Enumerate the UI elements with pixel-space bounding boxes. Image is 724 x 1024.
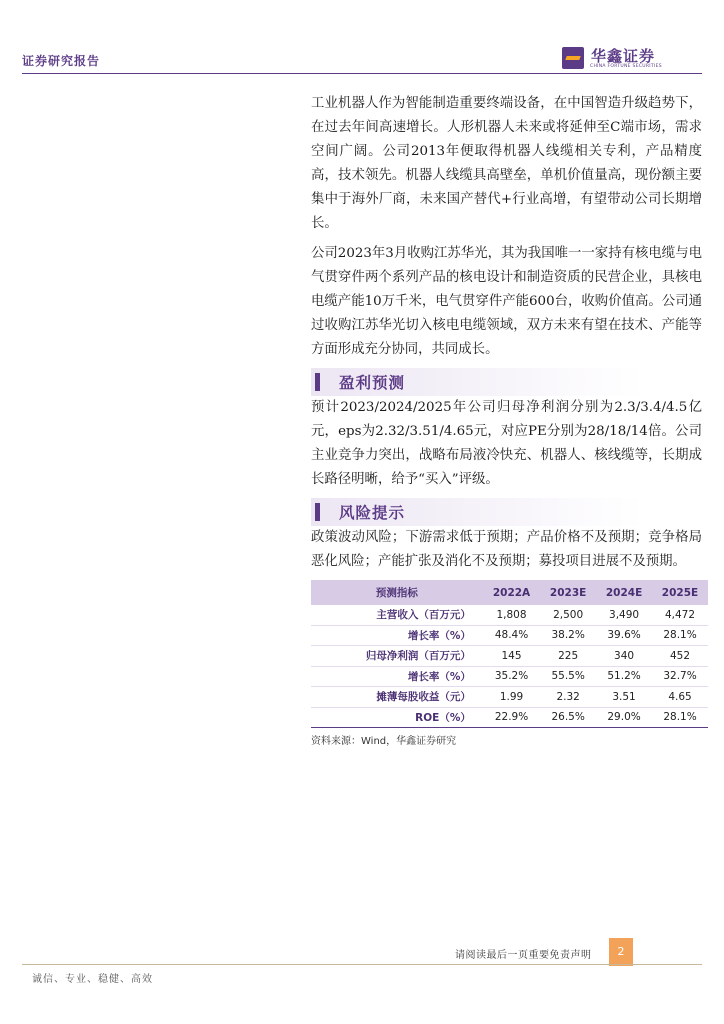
section-bar-icon (315, 373, 320, 391)
table-cell: 48.4% (483, 625, 540, 646)
table-row (311, 646, 708, 667)
section-bar-icon (315, 503, 320, 521)
table-cell: 35.2% (483, 666, 540, 687)
row-label: 增长率（%） (311, 666, 483, 687)
paragraph-acquisition: 公司2023年3月收购江苏华光，其为我国唯一一家持有核电缆与电气贯穿件两个系列产品的核电设计和制造资质的民营企业，具核电电缆产能10万千米，电气贯穿件产能600台，收购价值高。公司通过收购江苏华光切入核电电缆领域，双方未来有望在技术、产能等方面形成充分协同，共同成长。 (311, 246, 702, 357)
table-cell: 1.99 (483, 687, 540, 708)
row-label: 主营收入（百万元） (311, 605, 483, 625)
paragraph-risk: 政策波动风险；下游需求低于预期；产品价格不及预期；竞争格局恶化风险；产能扩张及消化不及预期；募投项目进展不及预期。 (311, 530, 702, 569)
table-row (311, 666, 708, 687)
table-cell: 452 (652, 646, 708, 667)
table-cell: 26.5% (540, 707, 596, 728)
table-header-cell: 2022A (483, 580, 540, 605)
main-content (311, 92, 702, 747)
table-row (311, 605, 708, 625)
table-cell: 145 (483, 646, 540, 667)
table-cell: 38.2% (540, 625, 596, 646)
row-label: 增长率（%） (311, 625, 483, 646)
table-row (311, 625, 708, 646)
table-cell: 51.2% (596, 666, 652, 687)
table-cell: 3,490 (596, 605, 652, 625)
table-cell: 2,500 (540, 605, 596, 625)
company-logo (562, 45, 702, 73)
table-cell: 4,472 (652, 605, 708, 625)
paragraph-profit-forecast: 预计2023/2024/2025年公司归母净利润分别为2.3/3.4/4.5亿元，eps为2.32/3.51/4.65元，对应PE分别为28/18/14倍。公司主业竞争力突出，战略布局液冷快充、机器人、核线缆等，长期成长路径明晰，给予“买入”评级。 (311, 400, 702, 487)
section-header-risk (311, 498, 702, 526)
table-cell: 1,808 (483, 605, 540, 625)
table-cell: 32.7% (652, 666, 708, 687)
table-header-cell: 2023E (540, 580, 596, 605)
logo-mark-icon (562, 47, 584, 69)
section-header-profit (311, 368, 702, 396)
table-cell: 225 (540, 646, 596, 667)
table-cell: 2.32 (540, 687, 596, 708)
table-source-note: 资料来源：Wind，华鑫证券研究 (311, 736, 457, 747)
table-header-cell: 2024E (596, 580, 652, 605)
table-row (311, 687, 708, 708)
row-label: 归母净利润（百万元） (311, 646, 483, 667)
table-cell: 340 (596, 646, 652, 667)
section-title-risk: 风险提示 (339, 504, 406, 522)
table-cell: 28.1% (652, 707, 708, 728)
page-number: 2 (609, 938, 633, 966)
table-row (311, 707, 708, 728)
footer-divider (22, 964, 702, 965)
table-cell: 3.51 (596, 687, 652, 708)
table-cell: 28.1% (652, 625, 708, 646)
company-motto: 诚信、专业、稳健、高效 (32, 974, 153, 985)
report-type-title: 证券研究报告 (22, 54, 101, 68)
row-label: 摊薄每股收益（元） (311, 687, 483, 708)
table-header-cell: 预测指标 (311, 580, 483, 605)
logo-english-name: CHINA FORTUNE SECURITIES (590, 64, 662, 69)
row-label: ROE（%） (311, 707, 483, 728)
section-title-profit: 盈利预测 (339, 374, 406, 392)
table-cell: 39.6% (596, 625, 652, 646)
paragraph-robot-cable: 工业机器人作为智能制造重要终端设备，在中国智造升级趋势下，在过去年间高速增长。人形机器人未来或将延伸至C端市场，需求空间广阔。公司2013年便取得机器人线缆相关专利，产品精度高，技术领先。机器人线缆具高壁垒，单机价值量高，现份额主要集中于海外厂商，未来国产替代+行业高增，有望带动公司长期增长。 (311, 96, 702, 231)
table-header-cell: 2025E (652, 580, 708, 605)
table-header-row (311, 580, 708, 605)
table-cell: 55.5% (540, 666, 596, 687)
table-cell: 22.9% (483, 707, 540, 728)
header-divider (22, 73, 702, 74)
logo-name: 华鑫证券 (591, 47, 656, 65)
table-cell: 4.65 (652, 687, 708, 708)
disclaimer-note: 请阅读最后一页重要免责声明 (455, 950, 592, 961)
forecast-table (311, 580, 708, 728)
table-cell: 29.0% (596, 707, 652, 728)
